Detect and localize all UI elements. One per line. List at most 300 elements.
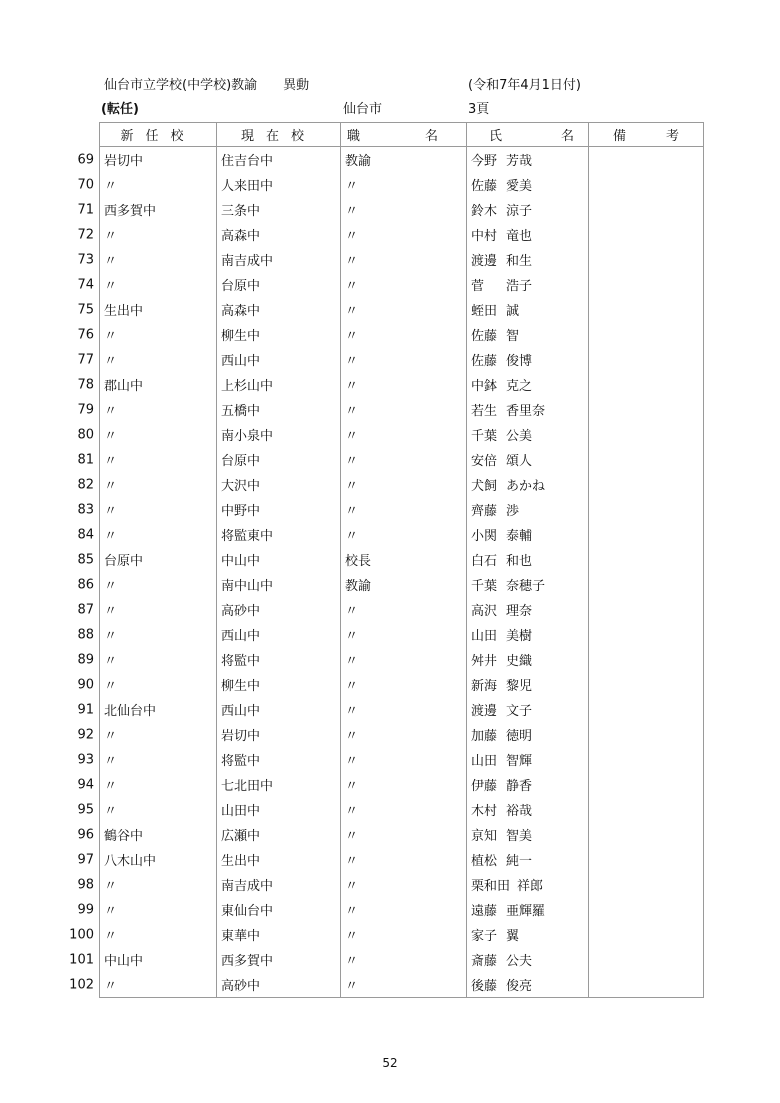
current-school-cell (217, 197, 341, 222)
new-school-cell (77, 872, 217, 897)
new-school: 〃 (104, 629, 118, 644)
position-cell (341, 947, 467, 972)
current-school: 七北田中 (221, 779, 274, 794)
row-number: 87 (77, 602, 94, 617)
new-school: 〃 (104, 279, 118, 294)
name-cell (467, 372, 589, 397)
remarks-cell (589, 422, 704, 447)
family-name: 犬飼 (471, 479, 498, 494)
current-school: 東華中 (221, 929, 261, 944)
given-name: 頌人 (506, 454, 533, 469)
position-cell (341, 672, 467, 697)
table-row (100, 772, 704, 797)
new-school: 〃 (104, 454, 118, 469)
position: 教諭 (345, 579, 372, 594)
current-school-cell (217, 397, 341, 422)
position: 教諭 (345, 154, 372, 169)
given-name: 和生 (506, 254, 533, 269)
row-number: 98 (77, 877, 94, 892)
given-name: 俊博 (506, 354, 533, 369)
name-cell (467, 772, 589, 797)
new-school: 〃 (104, 179, 118, 194)
given-name: 公美 (506, 429, 533, 444)
row-number: 102 (69, 977, 94, 992)
current-school: 中野中 (221, 504, 261, 519)
new-school: 八木山中 (104, 854, 157, 869)
new-school-cell (77, 447, 217, 472)
name-cell (467, 872, 589, 897)
new-school: 〃 (104, 329, 118, 344)
remarks-cell (589, 472, 704, 497)
current-school-cell (217, 247, 341, 272)
new-school-cell (77, 472, 217, 497)
position: 〃 (345, 979, 359, 994)
table-row (100, 147, 704, 173)
current-school-cell (217, 722, 341, 747)
row-number: 81 (77, 452, 94, 467)
family-name: 栗和田 (471, 879, 511, 894)
position: 〃 (345, 229, 359, 244)
family-name: 佐藤 (471, 179, 498, 194)
current-school-cell (217, 647, 341, 672)
position: 〃 (345, 854, 359, 869)
family-name: 家子 (471, 929, 498, 944)
name-cell (467, 822, 589, 847)
current-school: 上杉山中 (221, 379, 274, 394)
current-school: 生出中 (221, 854, 261, 869)
row-number: 92 (77, 727, 94, 742)
new-school: 郡山中 (104, 379, 144, 394)
row-number: 101 (69, 952, 94, 967)
position: 校長 (345, 554, 372, 569)
position-cell (341, 497, 467, 522)
name-cell (467, 172, 589, 197)
family-name: 中村 (471, 229, 498, 244)
new-school: 〃 (104, 354, 118, 369)
position-cell (341, 197, 467, 222)
new-school-cell (77, 597, 217, 622)
current-school-cell (217, 597, 341, 622)
current-school: 高砂中 (221, 604, 261, 619)
position: 〃 (345, 404, 359, 419)
position-cell (341, 772, 467, 797)
table-row (100, 797, 704, 822)
current-school: 柳生中 (221, 679, 261, 694)
new-school: 〃 (104, 754, 118, 769)
row-number: 82 (77, 477, 94, 492)
new-school: 〃 (104, 654, 118, 669)
given-name: 智美 (506, 829, 533, 844)
row-number: 83 (77, 502, 94, 517)
name-cell (467, 522, 589, 547)
given-name: 和也 (506, 554, 533, 569)
current-school: 台原中 (221, 454, 261, 469)
given-name: 裕哉 (506, 804, 533, 819)
position-cell (341, 822, 467, 847)
current-school-cell (217, 772, 341, 797)
family-name: 中鉢 (471, 379, 498, 394)
given-name: 竜也 (506, 229, 533, 244)
remarks-cell (589, 322, 704, 347)
row-number: 77 (77, 352, 94, 367)
current-school: 山田中 (221, 804, 261, 819)
given-name: 俊亮 (506, 979, 533, 994)
position: 〃 (345, 779, 359, 794)
current-school-cell (217, 547, 341, 572)
new-school-cell (77, 747, 217, 772)
position-cell (341, 647, 467, 672)
new-school-cell (77, 772, 217, 797)
new-school: 〃 (104, 504, 118, 519)
table-row (100, 947, 704, 972)
position-cell (341, 422, 467, 447)
position-cell (341, 547, 467, 572)
row-number: 97 (77, 852, 94, 867)
position-cell (341, 247, 467, 272)
current-school: 南小泉中 (221, 429, 274, 444)
position: 〃 (345, 379, 359, 394)
current-school: 住吉台中 (221, 154, 274, 169)
page-number: 52 (382, 1056, 398, 1070)
name-cell (467, 472, 589, 497)
position-cell (341, 272, 467, 297)
current-school-cell (217, 297, 341, 322)
row-number: 99 (77, 902, 94, 917)
name-cell (467, 422, 589, 447)
new-school-cell (77, 222, 217, 247)
family-name: 加藤 (471, 729, 498, 744)
position: 〃 (345, 429, 359, 444)
family-name: 渡邊 (471, 704, 498, 719)
remarks-cell (589, 197, 704, 222)
new-school: 〃 (104, 929, 118, 944)
table-row (100, 522, 704, 547)
table-row (100, 722, 704, 747)
family-name: 菅 (471, 279, 485, 294)
new-school-cell (77, 647, 217, 672)
new-school: 生出中 (104, 304, 144, 319)
current-school-cell (217, 322, 341, 347)
given-name: 史織 (506, 654, 533, 669)
position-cell (341, 172, 467, 197)
table-row (100, 647, 704, 672)
remarks-cell (589, 897, 704, 922)
position: 〃 (345, 654, 359, 669)
position: 〃 (345, 529, 359, 544)
new-school-cell (77, 547, 217, 572)
position-cell (341, 397, 467, 422)
table-row (100, 972, 704, 998)
row-number: 91 (77, 702, 94, 717)
name-cell (467, 672, 589, 697)
new-school-cell (77, 247, 217, 272)
name-cell (467, 897, 589, 922)
remarks-cell (589, 522, 704, 547)
remarks-cell (589, 922, 704, 947)
name-cell (467, 322, 589, 347)
current-school: 広瀬中 (221, 829, 261, 844)
new-school-cell (77, 422, 217, 447)
family-name: 亰知 (471, 829, 498, 844)
given-name: 純一 (506, 854, 533, 869)
new-school-cell (77, 672, 217, 697)
family-name: 斎藤 (471, 954, 498, 969)
new-school-cell (77, 822, 217, 847)
given-name: 香里奈 (506, 404, 546, 419)
name-cell (467, 497, 589, 522)
current-school: 将監中 (221, 654, 261, 669)
table-row (100, 822, 704, 847)
remarks-cell (589, 172, 704, 197)
remarks-cell (589, 372, 704, 397)
given-name: 文子 (506, 704, 533, 719)
remarks-cell (589, 672, 704, 697)
current-school: 南中山中 (221, 579, 274, 594)
current-school: 台原中 (221, 279, 261, 294)
row-number: 70 (77, 177, 94, 192)
given-name: 誠 (506, 304, 520, 319)
new-school: 台原中 (104, 554, 144, 569)
table-row (100, 922, 704, 947)
current-school: 三条中 (221, 204, 261, 219)
position: 〃 (345, 829, 359, 844)
row-number: 73 (77, 252, 94, 267)
new-school: 鶴谷中 (104, 829, 144, 844)
effective-date: (令和7年4月1日付) (468, 78, 581, 93)
current-school: 東仙台中 (221, 904, 274, 919)
family-name: 高沢 (471, 604, 498, 619)
row-number: 72 (77, 227, 94, 242)
current-school-cell (217, 747, 341, 772)
transfer-table (69, 122, 704, 998)
remarks-cell (589, 947, 704, 972)
table-row (100, 847, 704, 872)
table-row (100, 347, 704, 372)
table-row (100, 222, 704, 247)
new-school: 〃 (104, 604, 118, 619)
row-number: 76 (77, 327, 94, 342)
new-school: 〃 (104, 779, 118, 794)
given-name: 渉 (506, 504, 520, 519)
given-name: 奈穂子 (506, 579, 546, 594)
current-school-cell (217, 497, 341, 522)
remarks-cell (589, 272, 704, 297)
position: 〃 (345, 954, 359, 969)
position-cell (341, 347, 467, 372)
table-row (100, 197, 704, 222)
new-school: 西多賀中 (104, 204, 157, 219)
position-cell (341, 922, 467, 947)
remarks-cell (589, 597, 704, 622)
current-school-cell (217, 847, 341, 872)
remarks-cell (589, 222, 704, 247)
remarks-cell (589, 247, 704, 272)
table-row (100, 572, 704, 597)
given-name: 徳明 (506, 729, 533, 744)
row-number: 96 (77, 827, 94, 842)
current-school-cell (217, 472, 341, 497)
family-name: 千葉 (471, 429, 498, 444)
new-school-cell (77, 372, 217, 397)
family-name: 新海 (471, 679, 498, 694)
name-cell (467, 747, 589, 772)
name-cell (467, 347, 589, 372)
family-name: 植松 (471, 854, 498, 869)
name-cell (467, 247, 589, 272)
current-school: 西多賀中 (221, 954, 274, 969)
family-name: 山田 (471, 754, 498, 769)
family-name: 小関 (471, 529, 498, 544)
name-cell (467, 222, 589, 247)
row-number: 79 (77, 402, 94, 417)
name-cell (467, 797, 589, 822)
new-school-cell (69, 972, 217, 998)
new-school-cell (77, 847, 217, 872)
current-school-cell (217, 622, 341, 647)
city-label: 仙台市 (343, 102, 383, 117)
position: 〃 (345, 479, 359, 494)
position: 〃 (345, 904, 359, 919)
position-cell (341, 597, 467, 622)
current-school-cell (217, 797, 341, 822)
remarks-cell (589, 697, 704, 722)
new-school: 〃 (104, 579, 118, 594)
new-school: 〃 (104, 729, 118, 744)
row-number: 93 (77, 752, 94, 767)
name-cell (467, 847, 589, 872)
row-number: 88 (77, 627, 94, 642)
new-school: 〃 (104, 229, 118, 244)
position: 〃 (345, 454, 359, 469)
current-school: 高砂中 (221, 979, 261, 994)
current-school-cell (217, 872, 341, 897)
name-cell (467, 697, 589, 722)
new-school-cell (69, 922, 217, 947)
name-cell (467, 722, 589, 747)
header-new-school: 新任校 (100, 123, 217, 147)
table-row (100, 747, 704, 772)
new-school: 〃 (104, 254, 118, 269)
current-school-cell (217, 222, 341, 247)
new-school-cell (77, 522, 217, 547)
current-school-cell (217, 372, 341, 397)
family-name: 安倍 (471, 454, 498, 469)
current-school-cell (217, 947, 341, 972)
row-number: 80 (77, 427, 94, 442)
family-name: 蛭田 (471, 304, 498, 319)
table-row (100, 872, 704, 897)
family-name: 千葉 (471, 579, 498, 594)
position: 〃 (345, 754, 359, 769)
position-cell (341, 322, 467, 347)
position: 〃 (345, 629, 359, 644)
current-school: 人来田中 (221, 179, 274, 194)
header-name: 氏 名 (467, 123, 589, 147)
position: 〃 (345, 729, 359, 744)
row-number: 89 (77, 652, 94, 667)
new-school: 中山中 (104, 954, 144, 969)
position-cell (341, 372, 467, 397)
position-cell (341, 447, 467, 472)
position: 〃 (345, 879, 359, 894)
row-number: 95 (77, 802, 94, 817)
current-school-cell (217, 822, 341, 847)
current-school-cell (217, 922, 341, 947)
table-row (100, 597, 704, 622)
given-name: 克之 (506, 379, 533, 394)
current-school-cell (217, 447, 341, 472)
header-position: 職 名 (341, 123, 467, 147)
remarks-cell (589, 747, 704, 772)
given-name: 美樹 (506, 629, 533, 644)
current-school: 柳生中 (221, 329, 261, 344)
row-number: 94 (77, 777, 94, 792)
position-cell (341, 872, 467, 897)
family-name: 山田 (471, 629, 498, 644)
new-school: 〃 (104, 404, 118, 419)
family-name: 今野 (471, 154, 498, 169)
current-school: 中山中 (221, 554, 261, 569)
position-cell (341, 747, 467, 772)
family-name: 鈴木 (471, 204, 498, 219)
current-school-cell (217, 697, 341, 722)
family-name: 佐藤 (471, 354, 498, 369)
new-school-cell (77, 697, 217, 722)
new-school-cell (77, 297, 217, 322)
remarks-cell (589, 572, 704, 597)
remarks-cell (589, 822, 704, 847)
position: 〃 (345, 504, 359, 519)
position: 〃 (345, 179, 359, 194)
row-number: 90 (77, 677, 94, 692)
row-number: 69 (77, 152, 94, 167)
table-row (100, 247, 704, 272)
name-cell (467, 647, 589, 672)
row-number: 100 (69, 927, 94, 942)
position-cell (341, 472, 467, 497)
new-school-cell (77, 572, 217, 597)
position-cell (341, 897, 467, 922)
remarks-cell (589, 347, 704, 372)
current-school-cell (217, 422, 341, 447)
row-number: 86 (77, 577, 94, 592)
position: 〃 (345, 204, 359, 219)
position-cell (341, 722, 467, 747)
new-school-cell (77, 897, 217, 922)
new-school-cell (77, 397, 217, 422)
category-label: (転任) (101, 102, 139, 117)
current-school-cell (217, 897, 341, 922)
given-name: 浩子 (506, 279, 533, 294)
table-row (100, 322, 704, 347)
row-number: 71 (77, 202, 94, 217)
position: 〃 (345, 304, 359, 319)
current-school: 五橋中 (221, 404, 261, 419)
table-row (100, 547, 704, 572)
new-school-cell (77, 322, 217, 347)
family-name: 若生 (471, 404, 498, 419)
current-school-cell (217, 972, 341, 998)
new-school: 〃 (104, 804, 118, 819)
remarks-cell (589, 297, 704, 322)
current-school: 岩切中 (221, 729, 261, 744)
family-name: 齊藤 (471, 504, 498, 519)
given-name: 亜輝羅 (506, 904, 546, 919)
new-school: 北仙台中 (104, 704, 157, 719)
table-row (100, 497, 704, 522)
remarks-cell (589, 622, 704, 647)
name-cell (467, 272, 589, 297)
